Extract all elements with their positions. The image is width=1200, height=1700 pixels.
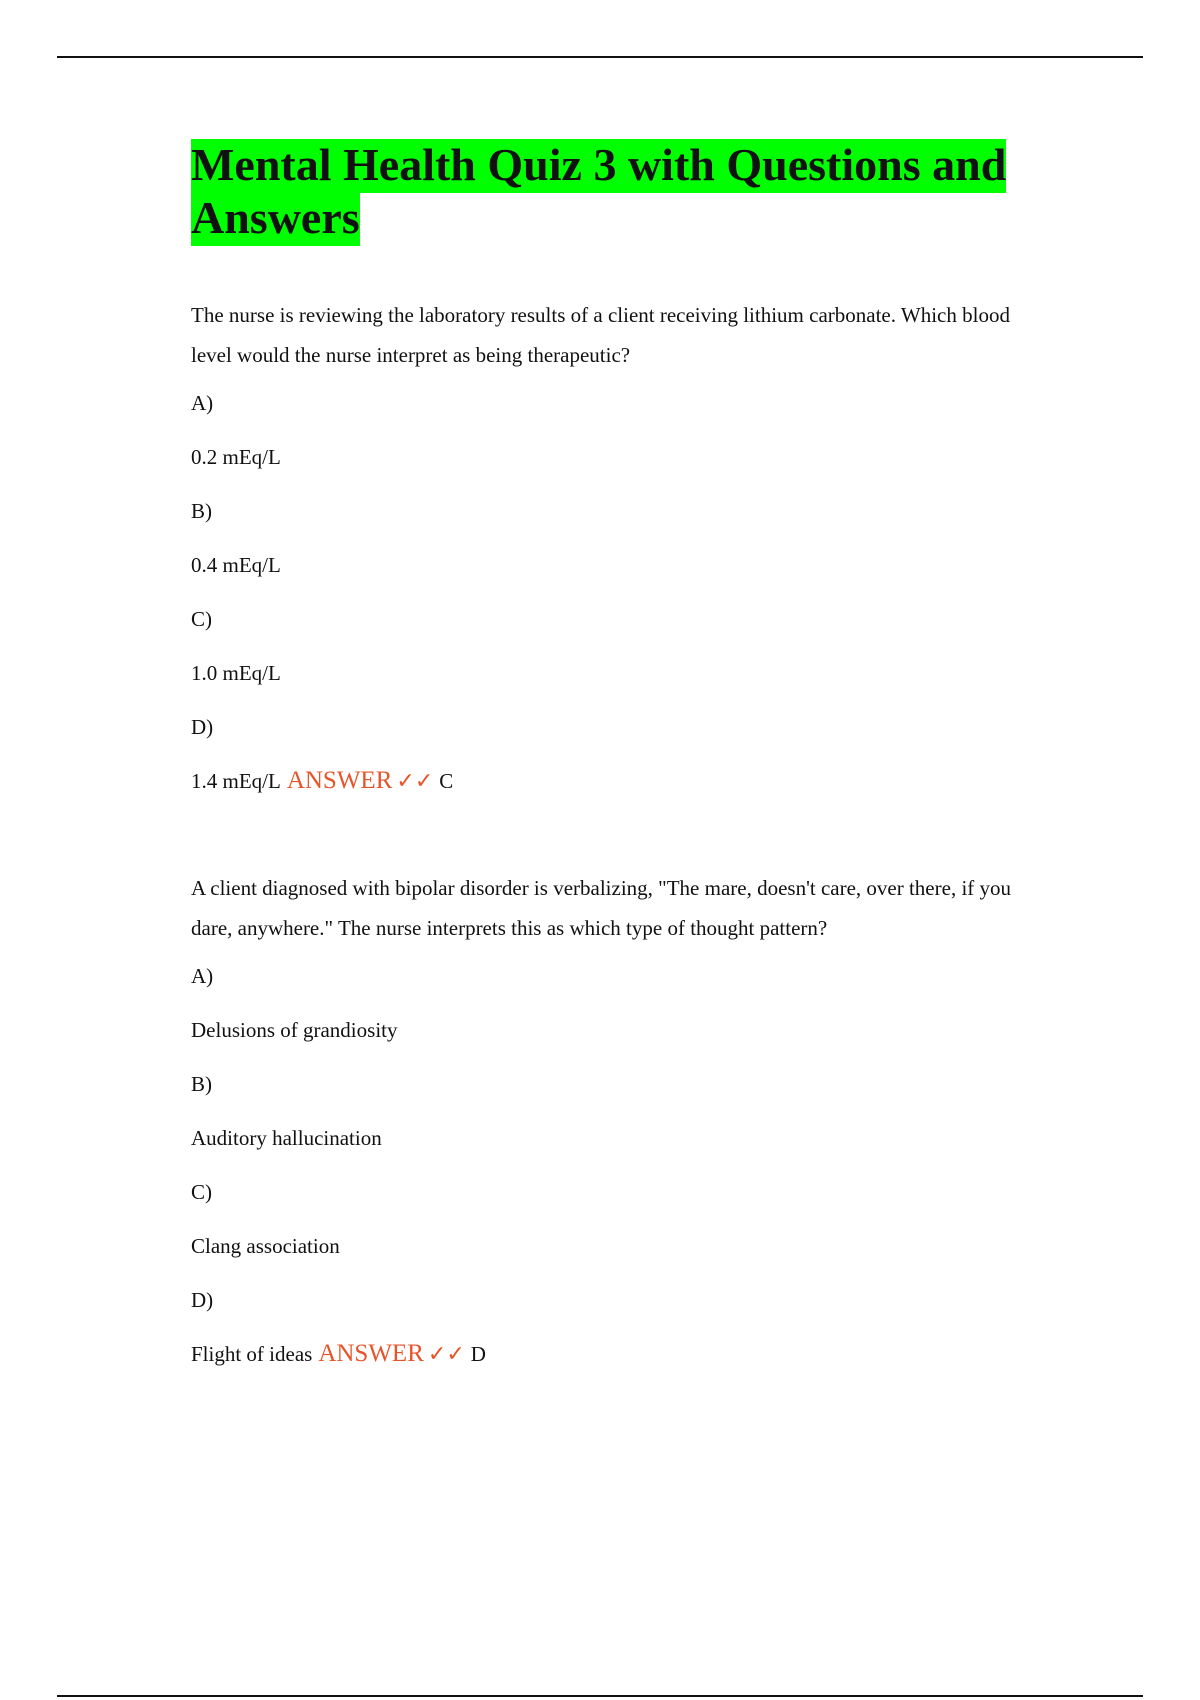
option-letter: A) — [191, 391, 214, 415]
answer-line — [191, 769, 1051, 793]
option-letter: B) — [191, 1072, 212, 1096]
option-text: Clang association — [191, 1234, 340, 1258]
double-check-icon: ✓✓ — [427, 1341, 465, 1366]
option-text: Auditory hallucination — [191, 1126, 382, 1150]
title-highlight: Mental Health Quiz 3 with Questions and Answers — [191, 139, 1006, 246]
top-rule — [57, 56, 1143, 58]
option-letter: C) — [191, 1180, 212, 1204]
question-block — [191, 295, 1051, 793]
double-check-icon: ✓✓ — [396, 768, 434, 793]
question-block — [191, 868, 1051, 1366]
answer-label: ANSWER — [318, 1340, 424, 1367]
option-text: 0.4 mEq/L — [191, 553, 281, 577]
option-letter: D) — [191, 1288, 214, 1312]
option-letter: D) — [191, 715, 214, 739]
option-letter: B) — [191, 499, 212, 523]
option-text: 1.0 mEq/L — [191, 661, 281, 685]
option-text: 1.4 mEq/L — [191, 769, 281, 793]
bottom-rule — [57, 1695, 1143, 1697]
answer-value: D — [470, 1342, 486, 1366]
question-text: The nurse is reviewing the laboratory results of a client receiving lithium carbonate. Which blood level would the nurse interpret as being therapeutic? — [191, 303, 1010, 367]
answer-label: ANSWER — [286, 767, 393, 794]
question-text: A client diagnosed with bipolar disorder is verbalizing, "The mare, doesn't care, over there, if you dare, anywhere." The nurse interprets this as which type of thought pattern? — [191, 876, 1012, 940]
option-text: Flight of ideas — [191, 1342, 313, 1366]
document-body — [191, 138, 1051, 1366]
option-text: Delusions of grandiosity — [191, 1018, 398, 1042]
option-text: 0.2 mEq/L — [191, 445, 281, 469]
answer-value: C — [439, 769, 454, 793]
option-letter: C) — [191, 607, 212, 631]
document-title — [191, 138, 1051, 244]
option-letter: A) — [191, 964, 214, 988]
answer-line — [191, 1342, 1051, 1366]
